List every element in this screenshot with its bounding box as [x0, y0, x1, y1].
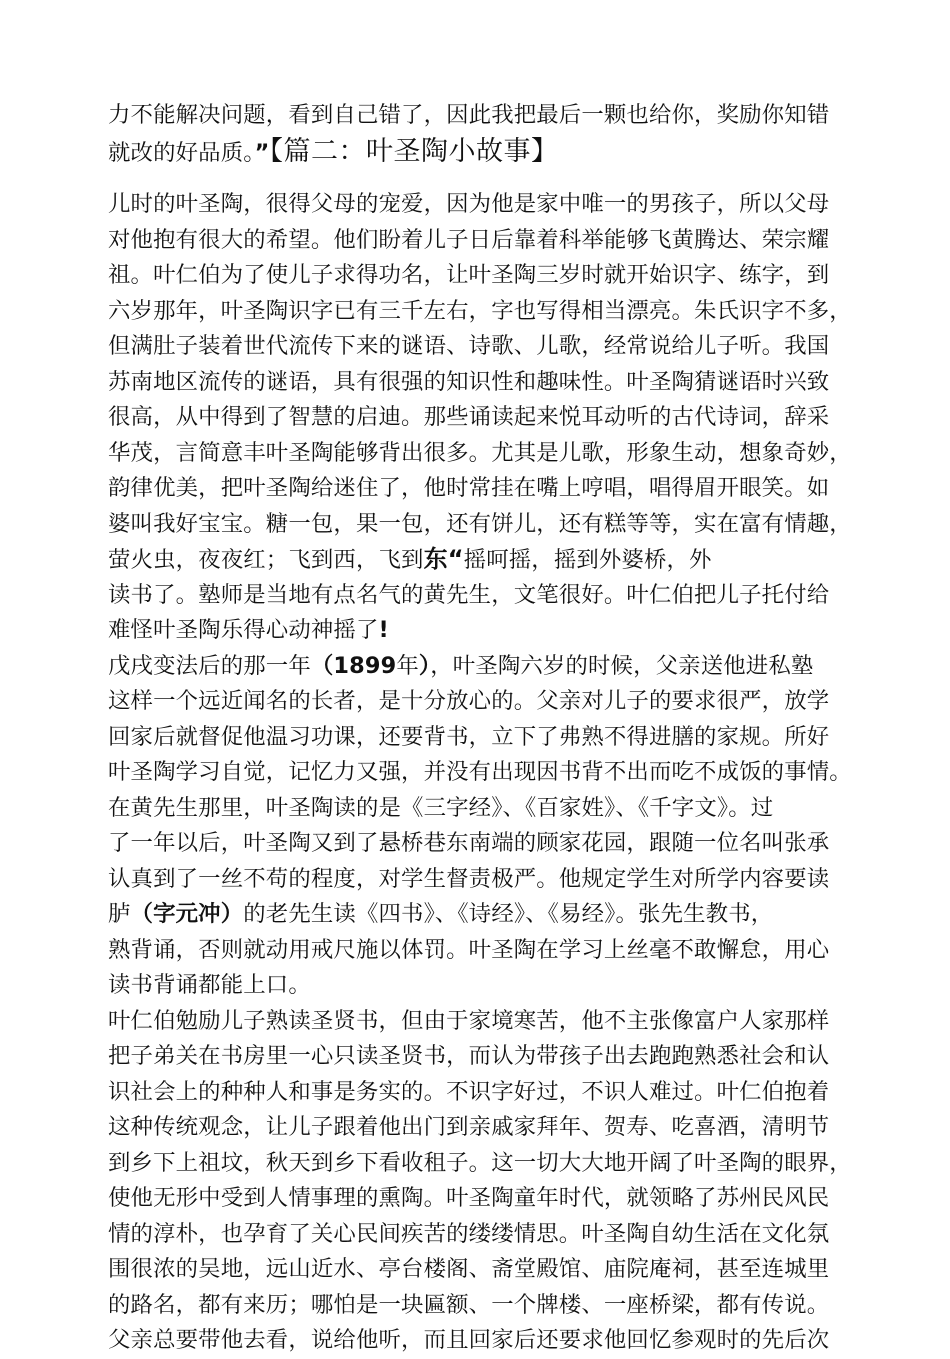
text-fragment: 年 — [396, 652, 419, 679]
text-fragment: 胪 — [108, 901, 131, 927]
text-fragment: 的老先生读《四书》、《诗经》、《易经》。张先生教书， — [243, 901, 774, 927]
text-line: 了一年以后，叶圣陶又到了悬桥巷东南端的顾家花园，跟随一位名叫张承 — [108, 830, 830, 856]
text-fragment: 就改的好品质。 — [108, 139, 255, 166]
year-fragment: （1899 — [310, 652, 397, 679]
text-line — [108, 542, 868, 578]
text-line: 认真到了一丝不苟的程度，对学生督责极严。他规定学生对所学内容要读 — [108, 865, 830, 892]
text-fragment-bold: （字元冲） — [130, 901, 244, 927]
text-fragment: 摇呵摇，摇到外婆桥，外 — [463, 547, 712, 573]
closing-quote: ” — [254, 139, 270, 166]
text-line: 到乡下上祖坟，秋天到乡下看收租子。这一切大大地开阔了叶圣陶的眼界， — [108, 1149, 852, 1176]
text-line: 很高，从中得到了智慧的启迪。那些诵读起来悦耳动听的古代诗词，辞采 — [108, 404, 830, 430]
text-line — [108, 897, 868, 933]
text-line: 这样一个远近闻名的长者，是十分放心的。父亲对儿子的要求很严，放学 — [108, 688, 830, 714]
text-line: 在黄先生那里，叶圣陶读的是《三字经》、《百家姓》、《千字文》。过 — [108, 794, 774, 821]
text-fragment: ，叶圣陶六岁的时候，父亲送他进私塾 — [430, 652, 814, 679]
text-line: 苏南地区流传的谜语，具有很强的知识性和趣味性。叶圣陶猜谜语时兴致 — [108, 368, 830, 395]
text-line: 力不能解决问题，看到自己错了，因此我把最后一颗也给你，奖励你知错 — [108, 102, 830, 128]
text-line: 围很浓的吴地，远山近水、亭台楼阁、斋堂殿馆、庙院庵祠，甚至连城里 — [108, 1256, 830, 1282]
text-line: 六岁那年，叶圣陶识字已有三千左右，字也写得相当漂亮。朱氏识字不多， — [108, 297, 852, 324]
text-fragment: 萤火虫，夜夜红；飞到西，飞到 — [108, 547, 424, 573]
text-fragment-bold: ） — [418, 652, 431, 679]
text-line: 祖。叶仁伯为了使儿子求得功名，让叶圣陶三岁时就开始识字、练字，到 — [108, 262, 830, 288]
text-line: 叶圣陶学习自觉，记忆力又强，并没有出现因书背不出而吃不成饭的事情。 — [108, 759, 852, 785]
text-line: 对他抱有很大的希望。他们盼着儿子日后靠着科举能够飞黄腾达、荣宗耀 — [108, 226, 830, 253]
text-line: 读书了。塾师是当地有点名气的黄先生，文笔很好。叶仁伯把儿子托付给 — [108, 581, 830, 608]
text-line: 情的淳朴，也孕育了关心民间疾苦的缕缕情思。叶圣陶自幼生活在文化氛 — [108, 1220, 830, 1247]
text-line — [108, 613, 868, 649]
text-line: 儿时的叶圣陶，很得父母的宠爱，因为他是家中唯一的男孩子，所以父母 — [108, 191, 830, 217]
text-line: 熟背诵，否则就动用戒尺施以体罚。叶圣陶在学习上丝毫不敢懈怠，用心 — [108, 936, 830, 963]
text-line: 父亲总要带他去看，说给他听，而且回家后还要求他回忆参观时的先后次 — [108, 1327, 830, 1353]
text-line: 华茂，言简意丰叶圣陶能够背出很多。尤其是儿歌，形象生动，想象奇妙， — [108, 439, 852, 466]
text-line: 识社会上的种种人和事是务实的。不识字好过，不识人难过。叶仁伯抱着 — [108, 1078, 830, 1105]
text-fragment: 戊戌变法后的那一年 — [108, 652, 311, 679]
text-line: 读书背诵都能上口。 — [108, 972, 311, 998]
section-heading: 【篇二：叶圣陶小故事】 — [269, 135, 559, 167]
text-line: 使他无形中受到人情事理的熏陶。叶圣陶童年时代，就领略了苏州民风民 — [108, 1185, 830, 1211]
text-fragment-bold: ! — [378, 617, 389, 643]
text-line: 韵律优美，把叶圣陶给迷住了，他时常挂在嘴上哼唱，唱得眉开眼笑。如 — [108, 475, 830, 501]
text-line: 把子弟关在书房里一心只读圣贤书，而认为带孩子出去跑跑熟悉社会和认 — [108, 1043, 830, 1069]
text-line: 这种传统观念，让儿子跟着他出门到亲戚家拜年、贺寿、吃喜酒，清明节 — [108, 1114, 830, 1140]
text-line-with-heading — [108, 134, 868, 170]
article-body — [108, 98, 868, 1359]
text-line: 叶仁伯勉励儿子熟读圣贤书，但由于家境寒苦，他不主张像富户人家那样 — [108, 1007, 830, 1034]
text-fragment: 难怪叶圣陶乐得心动神摇了 — [108, 617, 379, 643]
text-line — [108, 649, 868, 685]
paragraph-gap — [108, 169, 868, 187]
text-fragment-bold: 东“ — [423, 545, 464, 573]
text-line: 婆叫我好宝宝。糖一包，果一包，还有饼儿，还有糕等等，实在富有情趣， — [108, 510, 852, 537]
text-line: 的路名，都有来历；哪怕是一块匾额、一个牌楼、一座桥梁，都有传说。 — [108, 1291, 830, 1318]
text-line: 回家后就督促他温习功课，还要背书，立下了弗熟不得进膳的家规。所好 — [108, 723, 830, 750]
text-line: 但满肚子装着世代流传下来的谜语、诗歌、儿歌，经常说给儿子听。我国 — [108, 333, 830, 359]
